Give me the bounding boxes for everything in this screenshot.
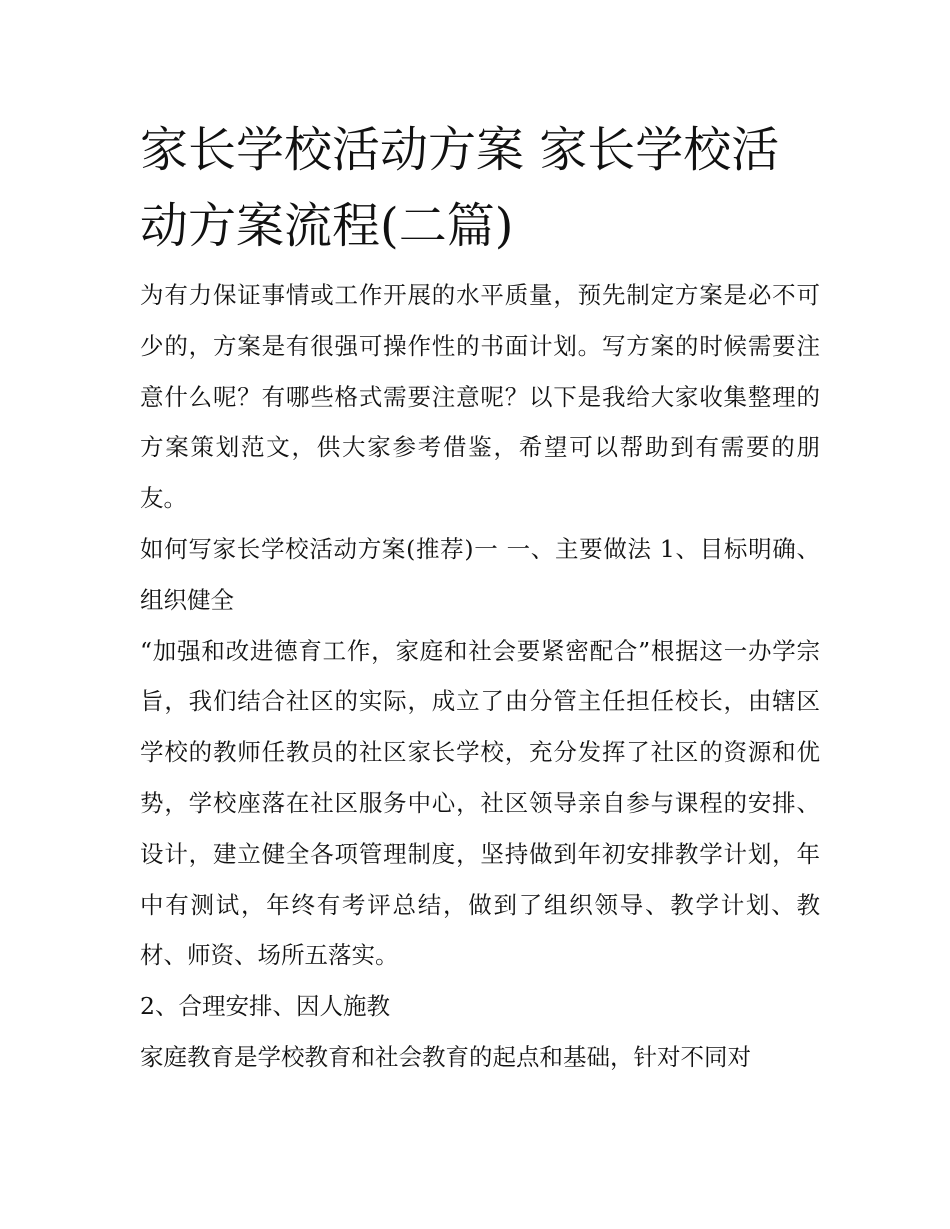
body-paragraph-continued: 家庭教育是学校教育和社会教育的起点和基础，针对不同对 [140,1042,751,1071]
document-title: 家长学校活动方案 家长学校活动方案流程(二篇) [140,122,780,254]
subsection-heading: 2、合理安排、因人施教 [140,992,390,1021]
intro-paragraph: 为有力保证事情或工作开展的水平质量，预先制定方案是必不可少的，方案是有很强可操作性的书面计划。写方案的时候需要注意什么呢？有哪些格式需要注意呢？以下是我给大家收集整理的方案策划范文，供大家参考借鉴，希望可以帮助到有需要的朋友。 [140,281,820,513]
section-heading-paragraph: 如何写家长学校活动方案(推荐)一 一、主要做法 1、目标明确、组织健全 [140,534,820,614]
body-paragraph: “加强和改进德育工作，家庭和社会要紧密配合”根据这一办学宗旨，我们结合社区的实际，成立了由分管主任担任校长，由辖区学校的教师任教员的社区家长学校，充分发挥了社区的资源和优势，学校座落在社区服务中心，社区领导亲自参与课程的安排、设计，建立健全各项管理制度，坚持做到年初安排教学计划，年中有测试，年终有考评总结，做到了组织领导、教学计划、教材、师资、场所五落实。 [140,636,820,970]
document-page [140,112,820,1083]
